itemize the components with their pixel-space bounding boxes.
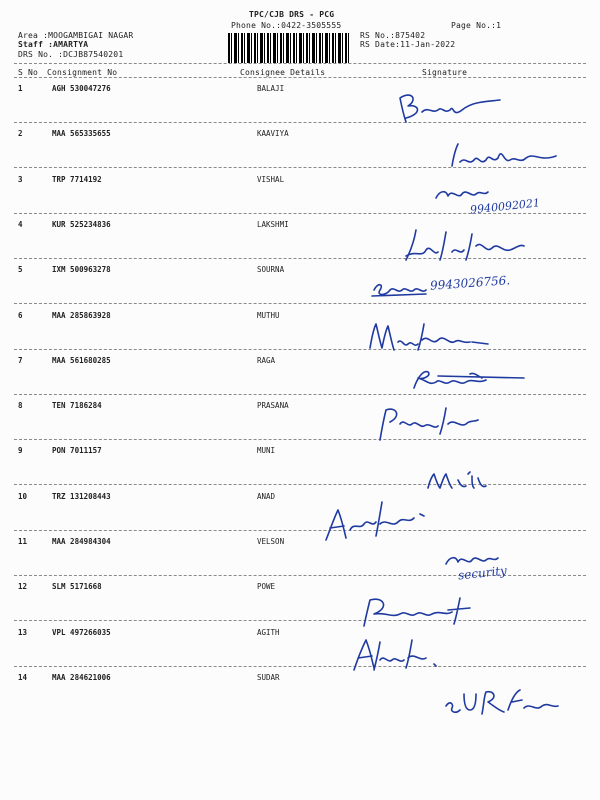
row-consignment-number: MAA 284621006 — [52, 673, 111, 682]
barcode-image — [228, 33, 350, 63]
signature-row-11 — [442, 552, 542, 583]
row-consignee-name: SOURNA — [257, 265, 285, 274]
row-consignee-name: KAAVIYA — [257, 129, 289, 138]
row-consignee-name: LAKSHMI — [257, 220, 289, 229]
page-number: Page No.:1 — [451, 21, 502, 30]
row-serial-number: 7 — [18, 356, 23, 365]
row-divider — [14, 303, 586, 304]
col-sno: S No — [18, 68, 39, 77]
row-serial-number: 14 — [18, 673, 28, 682]
signature-row-3 — [432, 186, 541, 217]
row-consignment-number: PON 7011157 — [52, 446, 102, 455]
row-consignee-name: SUDAR — [257, 673, 280, 682]
signature-row-8 — [372, 404, 482, 446]
row-divider — [14, 439, 586, 440]
row-consignment-number: MAA 285863928 — [52, 311, 111, 320]
row-serial-number: 12 — [18, 582, 28, 591]
signature-row-7 — [408, 366, 528, 396]
signature-phone-row-5: 9943026756. — [429, 273, 511, 293]
row-consignee-name: MUNI — [257, 446, 276, 455]
signature-note-row-11: security — [457, 563, 508, 583]
row-consignee-name: RAGA — [257, 356, 276, 365]
signature-row-6 — [366, 318, 496, 358]
drs-number: DRS No. :DCJB87540201 — [18, 50, 124, 59]
signature-phone-row-3: 9940092021 — [469, 196, 541, 217]
row-serial-number: 13 — [18, 628, 28, 637]
col-consignment: Consignment No — [47, 68, 118, 77]
signature-row-2 — [448, 140, 563, 174]
signature-row-12 — [356, 594, 486, 634]
signature-row-4 — [402, 226, 527, 268]
row-consignment-number: AGH 530047276 — [52, 84, 111, 93]
row-serial-number: 11 — [18, 537, 28, 546]
col-consignee: Consignee Details — [240, 68, 326, 77]
row-serial-number: 2 — [18, 129, 23, 138]
row-consignment-number: TRZ 131208443 — [52, 492, 111, 501]
row-divider — [14, 484, 586, 485]
row-consignee-name: ANAD — [257, 492, 276, 501]
row-serial-number: 8 — [18, 401, 23, 410]
row-consignment-number: IXM 500963278 — [52, 265, 111, 274]
row-consignment-number: TEN 7186284 — [52, 401, 102, 410]
row-consignee-name: VISHAL — [257, 175, 285, 184]
row-consignment-number: VPL 497266035 — [52, 628, 111, 637]
row-serial-number: 3 — [18, 175, 23, 184]
row-consignment-number: MAA 565335655 — [52, 129, 111, 138]
rs-number: RS No.:875402 — [360, 31, 426, 40]
row-serial-number: 1 — [18, 84, 23, 93]
row-serial-number: 6 — [18, 311, 23, 320]
header-divider — [14, 63, 586, 64]
row-serial-number: 9 — [18, 446, 23, 455]
signature-row-14 — [442, 684, 562, 722]
row-consignment-number: KUR 525234836 — [52, 220, 111, 229]
signature-row-13 — [350, 636, 460, 678]
row-consignment-number: SLM 5171668 — [52, 582, 102, 591]
row-consignee-name: POWE — [257, 582, 276, 591]
row-consignee-name: AGITH — [257, 628, 280, 637]
row-consignment-number: MAA 561680285 — [52, 356, 111, 365]
phone-number: Phone No.:0422-3505555 — [231, 21, 342, 30]
staff-label: Staff :AMARTYA — [18, 40, 89, 49]
row-consignee-name: BALAJI — [257, 84, 285, 93]
row-consignee-name: PRASANA — [257, 401, 289, 410]
row-consignee-name: VELSON — [257, 537, 285, 546]
document-title: TPC/CJB DRS - PCG — [249, 10, 335, 19]
row-serial-number: 10 — [18, 492, 28, 501]
signature-row-9 — [424, 466, 494, 496]
signature-row-1 — [392, 88, 512, 128]
area-label: Area :MOOGAMBIGAI NAGAR — [18, 31, 134, 40]
row-consignment-number: MAA 284984304 — [52, 537, 111, 546]
row-divider — [14, 530, 586, 531]
row-consignment-number: TRP 7714192 — [52, 175, 102, 184]
signature-row-10 — [318, 496, 430, 550]
signature-row-5 — [370, 273, 511, 302]
columns-divider — [14, 77, 586, 78]
row-divider — [14, 666, 586, 667]
row-divider — [14, 620, 586, 621]
row-serial-number: 4 — [18, 220, 23, 229]
row-consignee-name: MUTHU — [257, 311, 280, 320]
col-signature: Signature — [422, 68, 468, 77]
row-divider — [14, 349, 586, 350]
row-serial-number: 5 — [18, 265, 23, 274]
rs-date: RS Date:11-Jan-2022 — [360, 40, 456, 49]
